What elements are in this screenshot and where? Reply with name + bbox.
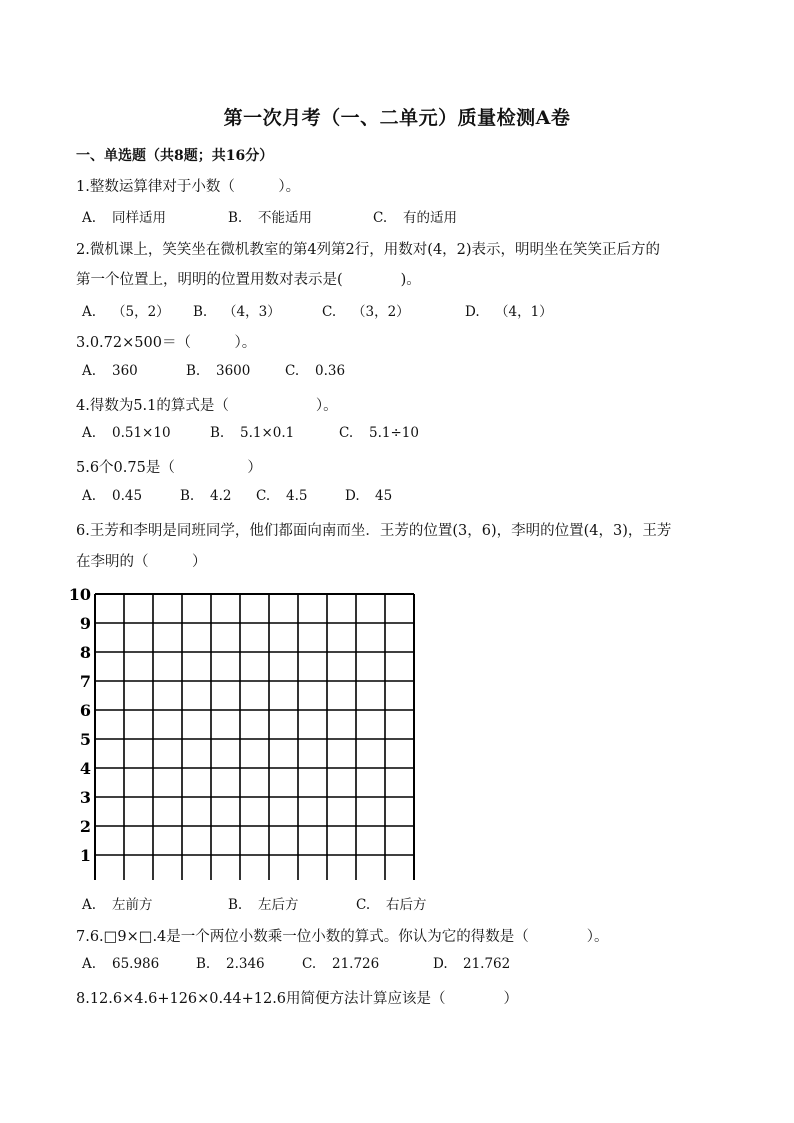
q3-option-c[interactable]: C. 0.36 — [285, 363, 346, 379]
question-1-text: 1.整数运算律对于小数（ ）。 — [76, 179, 301, 195]
q5-option-b[interactable]: B. 4.2 — [180, 488, 232, 504]
question-3-text: 3.0.72×500＝（ ）。 — [76, 335, 257, 351]
section-heading: 一、单选题（共8题；共16分） — [76, 148, 274, 164]
q7-option-b[interactable]: B. 2.346 — [196, 956, 265, 972]
q5-option-a[interactable]: A. 0.45 — [82, 488, 143, 504]
y-tick-label: 2 — [79, 817, 91, 836]
y-tick-label: 8 — [79, 643, 91, 662]
y-tick-label: 5 — [79, 730, 91, 749]
q4-option-b[interactable]: B. 5.1×0.1 — [210, 425, 295, 441]
q6-option-a[interactable]: A. 左前方 — [82, 897, 153, 913]
q2-option-c[interactable]: C. （3，2） — [322, 304, 410, 320]
q7-option-a[interactable]: A. 65.986 — [82, 956, 160, 972]
q2-option-b[interactable]: B. （4，3） — [193, 304, 281, 320]
question-6-text-cont: 在李明的（ ） — [76, 554, 207, 570]
y-tick-label: 10 — [68, 585, 91, 604]
q1-option-a[interactable]: A. 同样适用 — [82, 210, 166, 226]
y-tick-label: 7 — [79, 672, 91, 691]
question-2-text-cont: 第一个位置上，明明的位置用数对表示是( )。 — [76, 272, 421, 288]
q5-option-c[interactable]: C. 4.5 — [256, 488, 308, 504]
q1-option-c[interactable]: C. 有的适用 — [373, 210, 457, 226]
y-tick-label: 4 — [79, 759, 91, 778]
q6-option-c[interactable]: C. 右后方 — [356, 897, 427, 913]
y-tick-label: 6 — [79, 701, 91, 720]
question-5-text: 5.6个0.75是（ ） — [76, 460, 262, 476]
coordinate-grid — [60, 580, 420, 880]
q7-option-c[interactable]: C. 21.726 — [302, 956, 380, 972]
y-tick-label: 9 — [79, 614, 91, 633]
q1-option-b[interactable]: B. 不能适用 — [228, 210, 312, 226]
q7-option-d[interactable]: D. 21.762 — [433, 956, 511, 972]
q4-option-a[interactable]: A. 0.51×10 — [82, 425, 171, 441]
question-4-text: 4.得数为5.1的算式是（ ）。 — [76, 398, 338, 414]
q2-option-d[interactable]: D. （4，1） — [465, 304, 553, 320]
question-2-text: 2.微机课上，笑笑坐在微机教室的第4列第2行，用数对(4，2)表示，明明坐在笑笑正后方的 — [76, 242, 661, 258]
q6-option-b[interactable]: B. 左后方 — [228, 897, 299, 913]
y-tick-label: 3 — [79, 788, 91, 807]
page-title: 第一次月考（一、二单元）质量检测A卷 — [223, 107, 571, 129]
q5-option-d[interactable]: D. 45 — [345, 488, 393, 504]
q3-option-a[interactable]: A. 360 — [82, 363, 138, 379]
question-8-text: 8.12.6×4.6+126×0.44+12.6用简便方法计算应该是（ ） — [76, 991, 519, 1007]
question-6-text: 6.王芳和李明是同班同学，他们都面向南而坐．王芳的位置(3，6)，李明的位置(4，3)，王芳 — [76, 523, 672, 539]
q4-option-c[interactable]: C. 5.1÷10 — [339, 425, 419, 441]
y-tick-label: 1 — [79, 846, 91, 865]
q2-option-a[interactable]: A. （5，2） — [82, 304, 170, 320]
q3-option-b[interactable]: B. 3600 — [186, 363, 251, 379]
question-7-text: 7.6.□9×□.4是一个两位小数乘一位小数的算式。你认为它的得数是（ ）。 — [76, 929, 609, 945]
